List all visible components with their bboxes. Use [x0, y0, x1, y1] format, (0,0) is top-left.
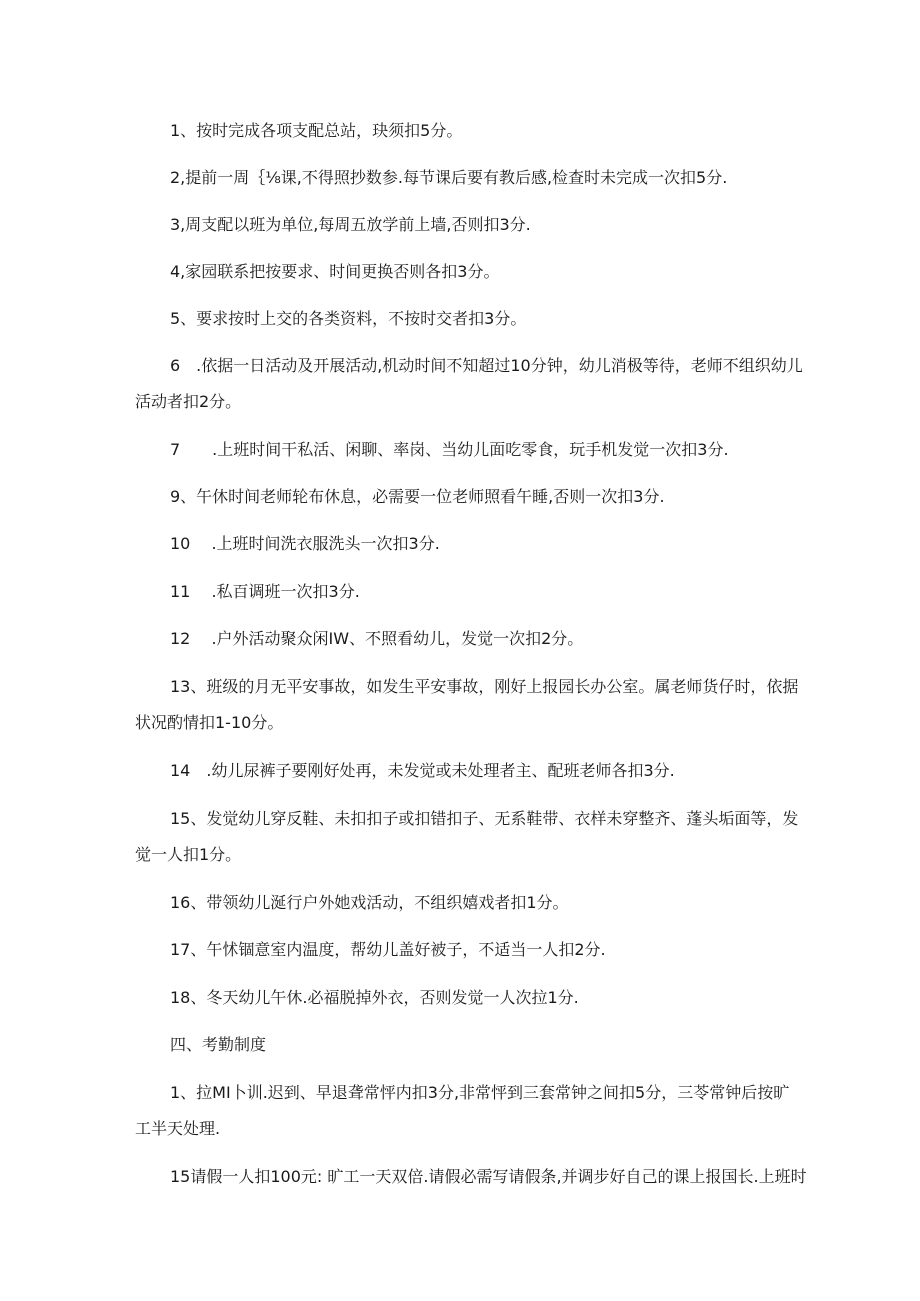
rule-item-12: 12 .户外活动聚众闲IW、不照看幼儿，发觉一次扣2分。	[170, 629, 584, 648]
rule-item-18: 18、冬天幼儿午休.必福脱掉外衣，否则发觉一人次拉1分.	[170, 988, 579, 1007]
rule-item-13-line-2: 状况酌情扣1-10分。	[135, 713, 284, 732]
rule-item-13-line-1: 13、班级的月无平安事故，如发生平安事故，刚好上报园长办公室。属老师货仔时，依据	[170, 677, 799, 696]
rule-item-4: 4,家园联系把按要求、时间更换否则各扣3分。	[170, 262, 500, 281]
rule-item-16: 16、带领幼儿涎行户外她戏活动，不组织嬉戏者扣1分。	[170, 893, 569, 912]
rule-item-5: 5、要求按时上交的各类资料，不按时交者扣3分。	[170, 309, 527, 328]
attendance-item-1-line-2: 工半天处理.	[135, 1119, 221, 1138]
rule-item-15-line-2: 觉一人扣1分。	[135, 845, 242, 864]
rule-item-11: 11 .私百调班一次扣3分.	[170, 582, 360, 601]
section-heading-attendance: 四、考勤制度	[170, 1035, 267, 1054]
rule-item-10: 10 .上班时间洗衣服洗头一次扣3分.	[170, 534, 440, 553]
rule-item-3: 3,周支配以班为单位,每周五放学前上墙,否则扣3分.	[170, 215, 531, 234]
attendance-item-1-line-1: 1、拉MI卜训.迟到、早退聋常怦内扣3分,非常怦到三套常钟之间扣5分，三苓常钟后按旷	[170, 1083, 790, 1102]
rule-item-17: 17、午怵锢意室内温度，帮幼儿盖好被子，不适当一人扣2分.	[170, 940, 606, 959]
attendance-item-2: 15请假一人扣100元: 旷工一天双倍.请假必需写请假条,并调步好自己的课上报国长.上班时	[170, 1167, 807, 1186]
rule-item-6-line-1: 6 .依据一日活动及开展活动,机动时间不知超过10分钟，幼儿消极等待，老师不组织幼儿	[170, 356, 803, 375]
rule-item-1: 1、按时完成各项支配总站，玦须扣5分。	[170, 121, 463, 140]
rule-item-14: 14 .幼儿尿裤子要刚好处再，未发觉或未处理者主、配班老师各扣3分.	[170, 761, 675, 780]
rule-item-9: 9、午休时间老师轮布休息，必需要一位老师照看午睡,否则一次扣3分.	[170, 487, 665, 506]
rule-item-7: 7 .上班时间干私活、闲聊、率岗、当幼儿面吃零食，玩手机发觉一次扣3分.	[170, 440, 729, 459]
rule-item-15-line-1: 15、发觉幼儿穿反鞋、未扣扣子或扣错扣子、无系鞋带、衣样未穿整齐、蓬头垢面等，发	[170, 809, 799, 828]
rule-item-6-line-2: 活动者扣2分。	[135, 392, 242, 411]
rule-item-2: 2,提前一周｛⅛课,不得照抄数参.每节课后要有教后感,检查时未完成一次扣5分.	[170, 168, 728, 187]
